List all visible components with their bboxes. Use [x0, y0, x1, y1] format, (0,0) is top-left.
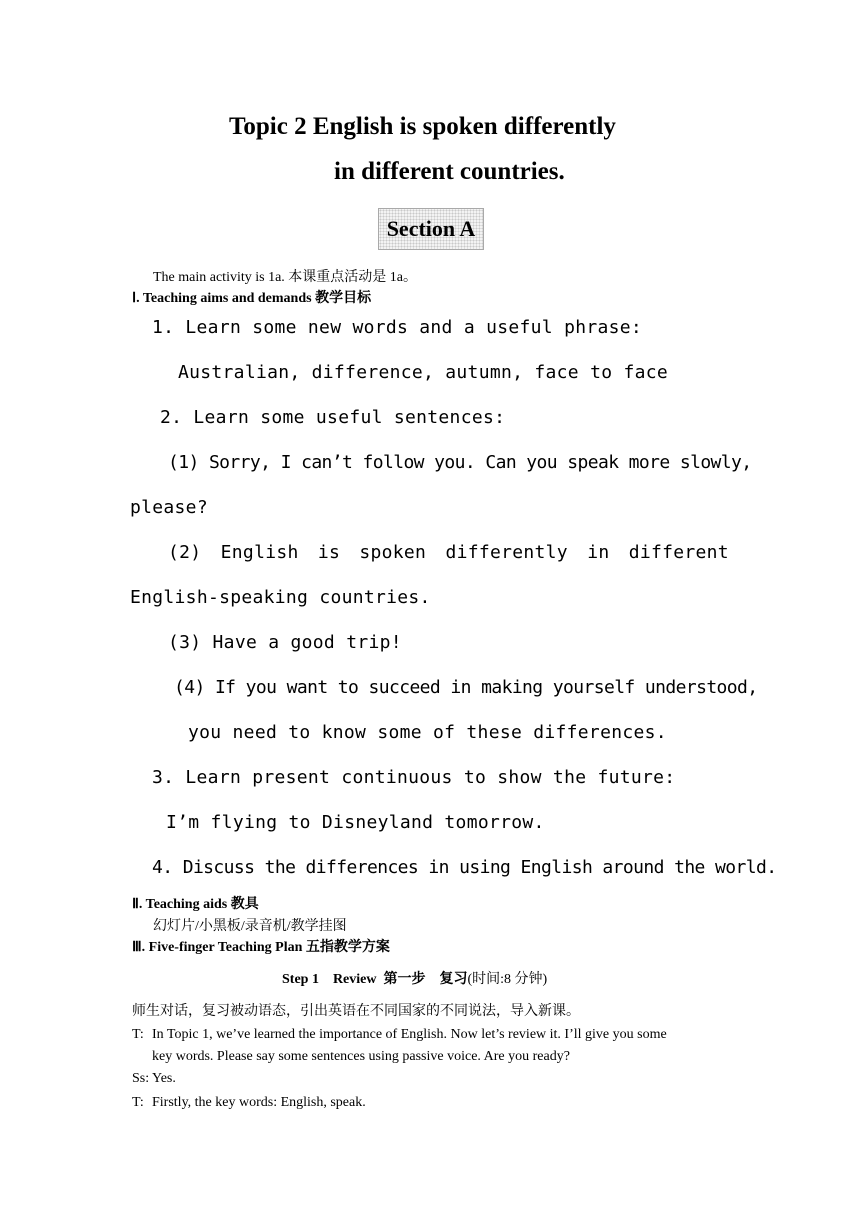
sentence-1-line-1: (1) Sorry, I can’t follow you. Can you speak more slowly, [168, 452, 752, 473]
sentence-2-word: in [587, 542, 610, 563]
title-line-2: in different countries. [334, 158, 565, 185]
sentence-2-word: (2) [168, 542, 202, 563]
sentence-4-line-2: you need to know some of these differences. [188, 722, 667, 743]
sentence-1-line-2: please? [130, 497, 208, 518]
sentence-2-line-2: English-speaking countries. [130, 587, 431, 608]
aim-words: Australian, difference, autumn, face to face [178, 362, 669, 383]
section-label: Section A [378, 208, 484, 250]
step-1-intro: 师生对话，复习被动语态，引出英语在不同国家的不同说法，导入新课。 [132, 1004, 580, 1019]
section-heading-teaching-aids: Ⅱ. Teaching aids 教具 [132, 897, 259, 912]
dialogue-line: Firstly, the key words: English, speak. [152, 1095, 366, 1110]
aim-item-2: 2. Learn some useful sentences: [160, 407, 506, 428]
speaker-label: T: [132, 1027, 144, 1042]
sentence-2-word: spoken [359, 542, 427, 563]
sentence-2-line-1 [168, 542, 729, 563]
dialogue-line: Yes. [152, 1071, 176, 1086]
aim-item-4: 4. Discuss the differences in using English around the world. [152, 857, 777, 878]
sentence-2-word: differently [445, 542, 568, 563]
sentence-2-word: different [628, 542, 729, 563]
speaker-label: T: [132, 1095, 144, 1110]
step-1-heading [282, 968, 547, 988]
aim-item-3: 3. Learn present continuous to show the future: [152, 767, 676, 788]
aim-item-1: 1. Learn some new words and a useful phrase: [152, 317, 643, 338]
teaching-aids-content: 幻灯片/小黑板/录音机/教学挂图 [153, 919, 347, 934]
dialogue-line: In Topic 1, we’ve learned the importance of English. Now let’s review it. I’ll give you some [152, 1027, 667, 1042]
intro-text: The main activity is 1a. 本课重点活动是 1a。 [153, 270, 418, 285]
section-heading-teaching-aims: Ⅰ. Teaching aims and demands 教学目标 [132, 291, 372, 306]
speaker-label: Ss: [132, 1071, 150, 1086]
section-heading-teaching-plan: Ⅲ. Five-finger Teaching Plan 五指教学方案 [132, 940, 390, 955]
step-1-time: (时间:8 分钟) [467, 972, 548, 987]
sentence-4-line-1: (4) If you want to succeed in making yourself understood, [174, 677, 758, 698]
sentence-3: (3) Have a good trip! [168, 632, 402, 653]
step-1-label: Step 1 Review 第一步 复习 [282, 972, 468, 987]
sentence-2-word: English [220, 542, 299, 563]
aim-example: I’m flying to Disneyland tomorrow. [166, 812, 545, 833]
sentence-2-word: is [317, 542, 341, 563]
dialogue-line: key words. Please say some sentences using passive voice. Are you ready? [152, 1049, 570, 1064]
title-line-1: Topic 2 English is spoken differently [229, 113, 616, 140]
